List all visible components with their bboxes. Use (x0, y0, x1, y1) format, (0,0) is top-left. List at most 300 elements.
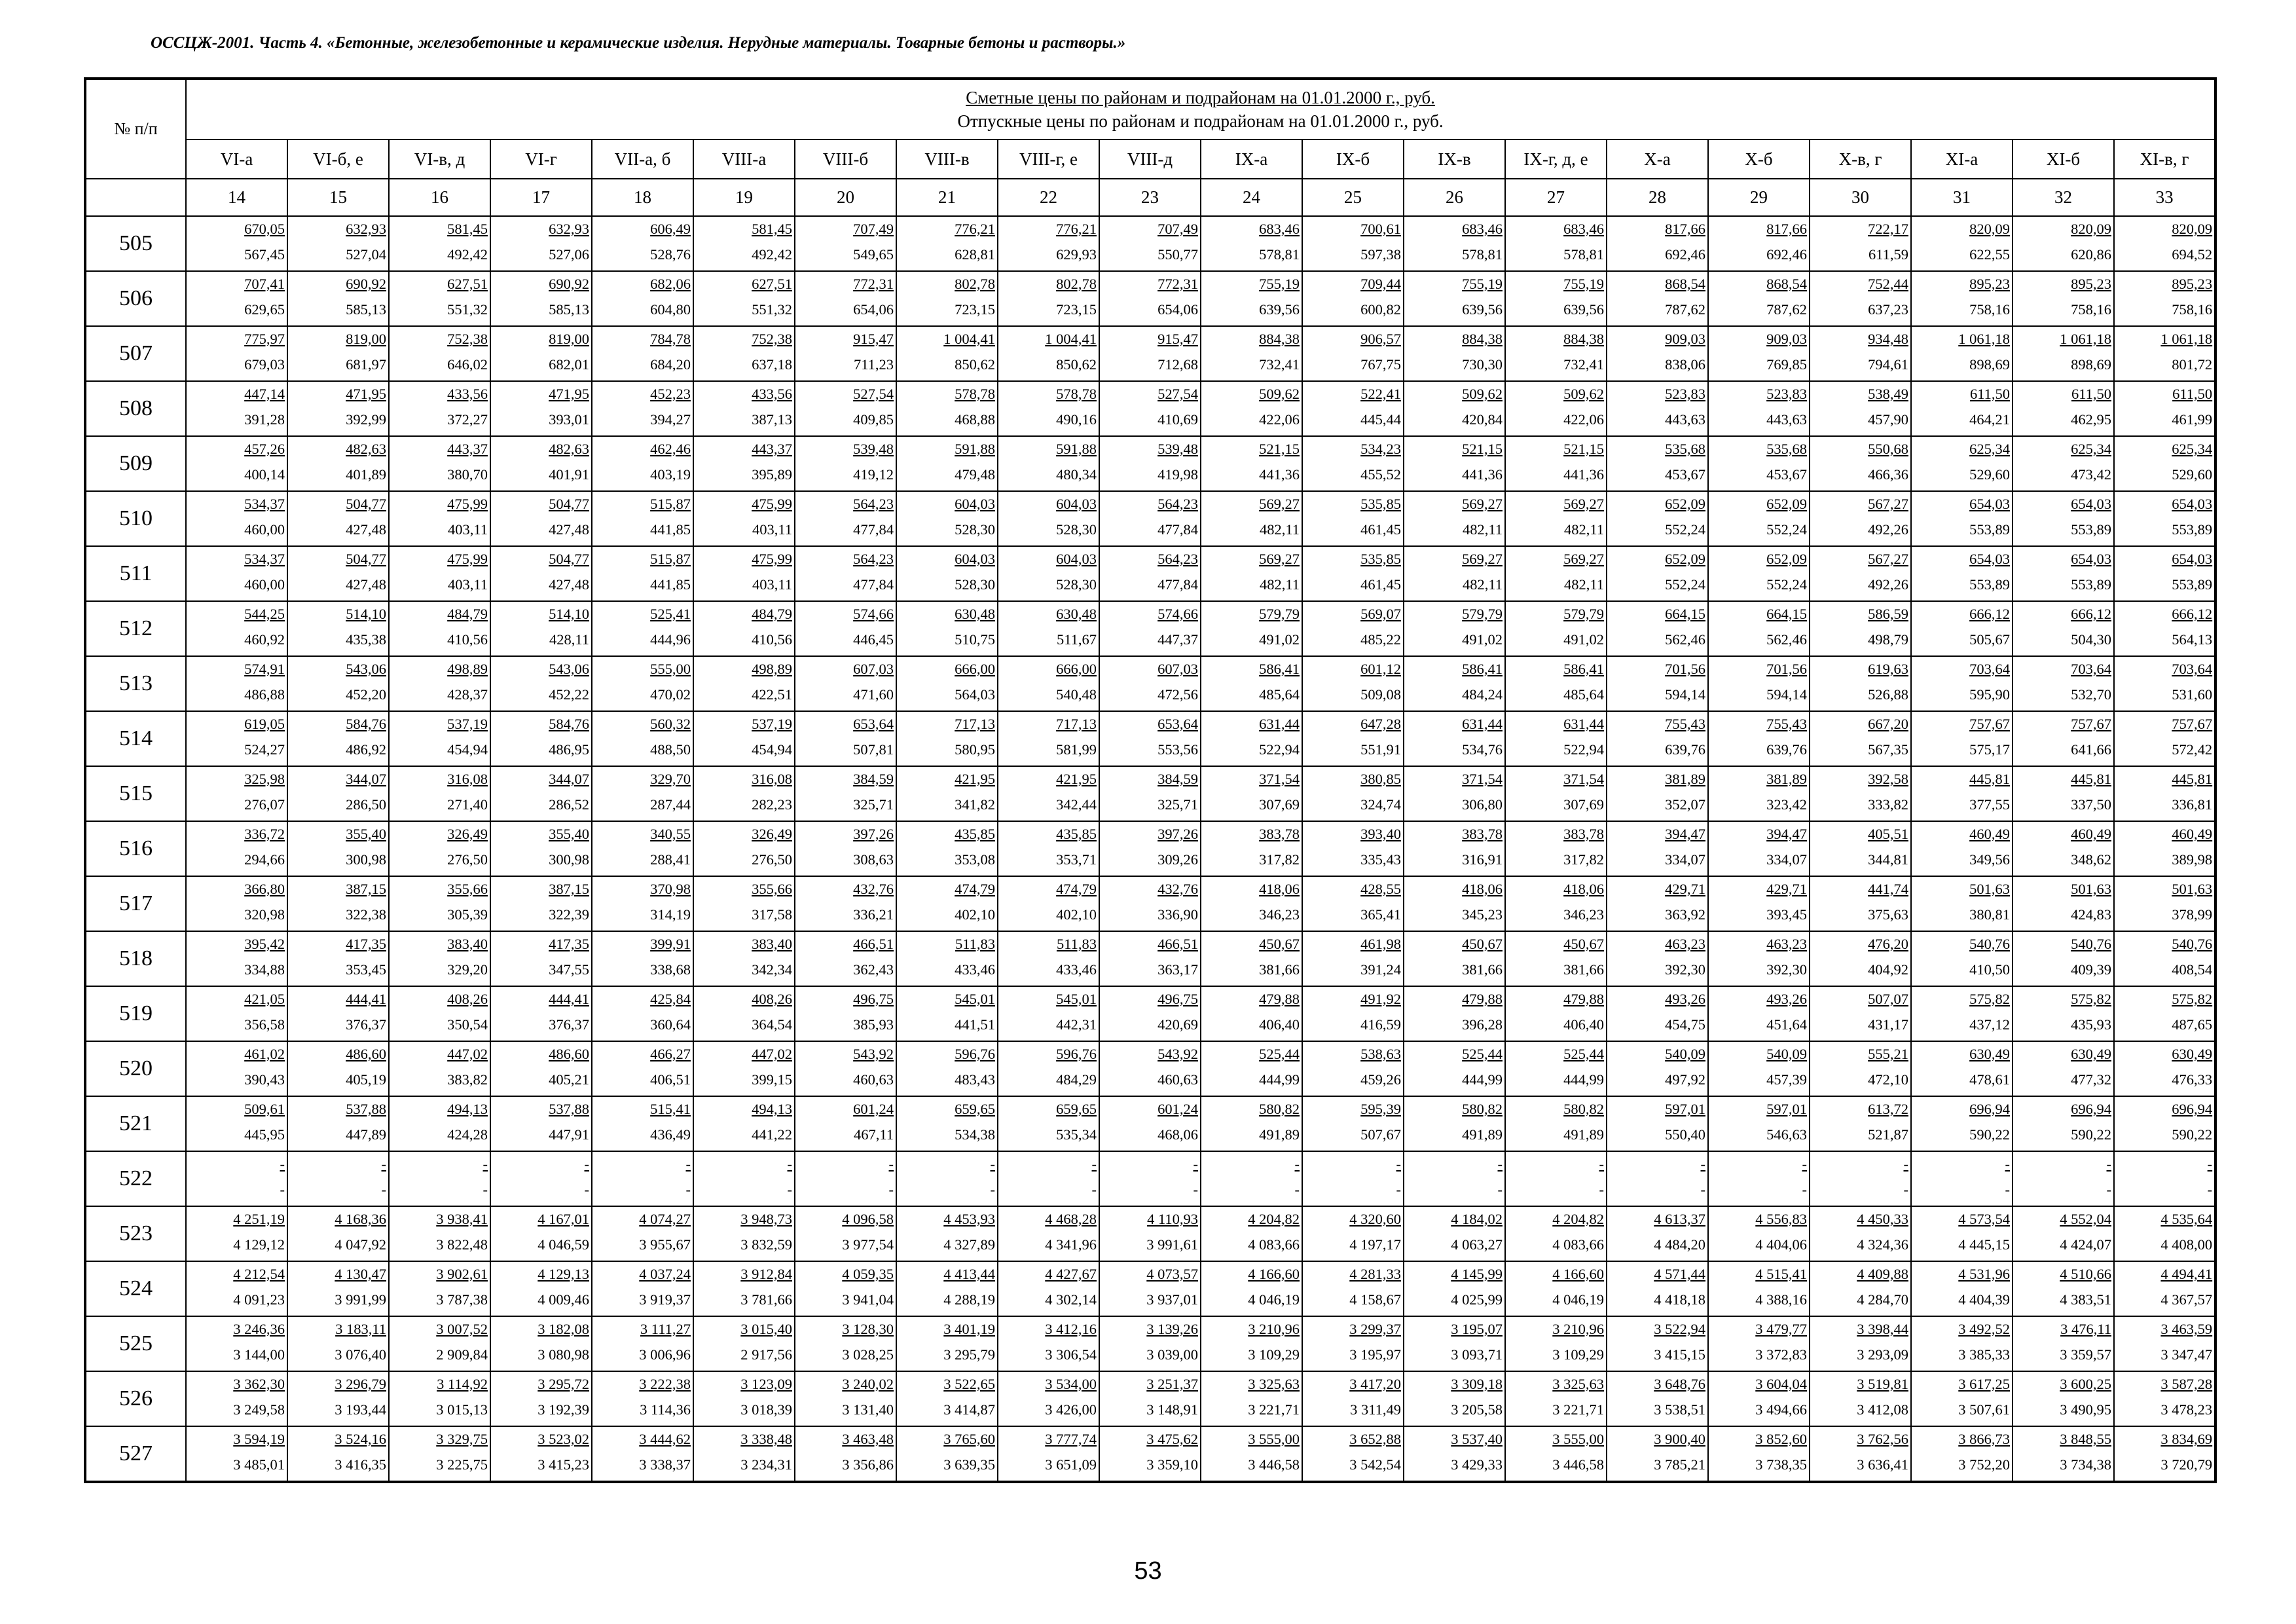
release-price: - (1599, 1181, 1604, 1198)
price-cell (490, 656, 592, 711)
price-cell (186, 326, 287, 381)
estimated-price: 3 222,38 (639, 1376, 691, 1392)
price-cell (1708, 766, 1810, 821)
estimated-price: 540,76 (2172, 936, 2213, 952)
release-price: 4 091,23 (233, 1291, 285, 1308)
release-price: 679,03 (244, 356, 285, 373)
estimated-price: 509,62 (1462, 386, 1503, 402)
estimated-price: 443,37 (447, 441, 488, 457)
price-cell (1810, 986, 1911, 1041)
estimated-price: 4 573,54 (1958, 1211, 2010, 1227)
release-price: 276,50 (447, 851, 488, 868)
price-cell (1810, 491, 1911, 546)
release-price: 562,46 (1665, 631, 1705, 648)
release-price: 334,88 (244, 961, 285, 978)
price-cell (186, 1426, 287, 1482)
release-price: 378,99 (2172, 906, 2213, 923)
price-cell (795, 1151, 896, 1206)
price-cell (998, 876, 1099, 931)
estimated-price: 4 535,64 (2160, 1211, 2213, 1227)
release-price: 401,89 (346, 466, 386, 483)
price-cell (186, 766, 287, 821)
release-price: 322,38 (346, 906, 386, 923)
price-cell (1302, 271, 1404, 326)
release-price: 567,35 (1868, 741, 1908, 758)
price-cell (2114, 656, 2215, 711)
estimated-price: 607,03 (853, 661, 894, 677)
price-cell (896, 931, 998, 986)
estimated-price: 535,85 (1360, 551, 1401, 567)
price-cell (287, 1426, 389, 1482)
price-cell (1708, 1316, 1810, 1371)
release-price: 322,39 (549, 906, 589, 923)
release-price: 405,21 (549, 1071, 589, 1088)
release-price: 594,14 (1766, 686, 1807, 703)
release-price: 459,26 (1360, 1071, 1401, 1088)
release-price: 441,36 (1462, 466, 1503, 483)
estimated-price: 452,23 (650, 386, 691, 402)
release-price: 467,11 (853, 1126, 894, 1143)
estimated-price: 3 463,48 (842, 1431, 894, 1447)
release-price: 529,60 (2172, 466, 2213, 483)
table-row (85, 876, 2215, 931)
release-price: 567,45 (244, 246, 285, 263)
release-price: 323,42 (1766, 796, 1807, 813)
estimated-price: 340,55 (650, 826, 691, 842)
release-price: 352,07 (1665, 796, 1705, 813)
estimated-price: 417,35 (346, 936, 386, 952)
price-cell (592, 931, 693, 986)
price-cell (1708, 326, 1810, 381)
estimated-price: - (787, 1156, 792, 1172)
release-price: 3 193,44 (335, 1401, 386, 1418)
release-price: 597,38 (1360, 246, 1401, 263)
price-cell (1099, 656, 1201, 711)
estimated-price: - (990, 1156, 995, 1172)
estimated-price: 539,48 (853, 441, 894, 457)
estimated-price: 397,26 (1157, 826, 1198, 842)
table-row (85, 436, 2215, 491)
estimated-price: 501,63 (2172, 881, 2213, 897)
estimated-price: 752,38 (752, 331, 792, 347)
release-price: 333,82 (1868, 796, 1908, 813)
release-price: 3 639,35 (943, 1456, 995, 1473)
price-cell (389, 1316, 490, 1371)
price-cell (287, 1261, 389, 1316)
price-cell (1505, 216, 1607, 271)
table-row (85, 1041, 2215, 1096)
price-cell (592, 381, 693, 436)
price-cell (1708, 931, 1810, 986)
price-cell (2013, 766, 2114, 821)
estimated-price: 696,94 (2071, 1101, 2111, 1117)
release-price: 4 047,92 (335, 1236, 386, 1253)
price-cell (998, 656, 1099, 711)
estimated-price: 371,54 (1563, 771, 1604, 787)
region-header: XI-б (2013, 139, 2114, 179)
estimated-price: 569,27 (1563, 496, 1604, 512)
release-price: 4 129,12 (233, 1236, 285, 1253)
price-cell (2114, 1096, 2215, 1151)
price-cell (2114, 876, 2215, 931)
release-price: 380,81 (1969, 906, 2010, 923)
price-cell (186, 381, 287, 436)
estimated-price: 627,51 (447, 276, 488, 292)
price-cell (896, 546, 998, 601)
estimated-price: 627,51 (752, 276, 792, 292)
release-price: 3 347,47 (2160, 1346, 2213, 1363)
price-cell (287, 1316, 389, 1371)
price-cell (592, 766, 693, 821)
estimated-price: - (1700, 1156, 1705, 1172)
price-cell (2013, 656, 2114, 711)
estimated-price: 539,48 (1157, 441, 1198, 457)
table-row (85, 711, 2215, 766)
estimated-price: 432,76 (853, 881, 894, 897)
estimated-price: 631,44 (1462, 716, 1503, 732)
price-cell (1708, 876, 1810, 931)
price-cell (592, 601, 693, 656)
price-cell (1911, 986, 2013, 1041)
table-row (85, 1261, 2215, 1316)
release-price: 682,01 (549, 356, 589, 373)
release-price: 3 205,58 (1451, 1401, 1503, 1418)
price-cell (1607, 381, 1708, 436)
estimated-price: 4 427,67 (1045, 1266, 1097, 1282)
table-row (85, 326, 2215, 381)
estimated-price: 399,91 (650, 936, 691, 952)
estimated-price: 3 195,07 (1451, 1321, 1503, 1337)
estimated-price: 659,65 (1056, 1101, 1097, 1117)
price-cell (2013, 326, 2114, 381)
release-price: 551,91 (1360, 741, 1401, 758)
region-header: VI-а (186, 139, 287, 179)
estimated-price: 3 417,20 (1349, 1376, 1401, 1392)
estimated-price: 383,78 (1563, 826, 1604, 842)
price-cell (1099, 491, 1201, 546)
table-row (85, 766, 2215, 821)
price-cell (2013, 436, 2114, 491)
price-cell (1404, 821, 1505, 876)
estimated-price: 4 531,96 (1958, 1266, 2010, 1282)
estimated-price: 545,01 (1056, 991, 1097, 1007)
price-cell (1099, 326, 1201, 381)
release-price: 553,89 (2172, 521, 2213, 538)
price-cell (896, 711, 998, 766)
price-cell (795, 1426, 896, 1482)
estimated-price: 521,15 (1563, 441, 1604, 457)
estimated-price: 564,23 (1157, 551, 1198, 567)
release-price: 2 917,56 (740, 1346, 792, 1363)
release-price: 898,69 (2071, 356, 2111, 373)
price-cell (1708, 546, 1810, 601)
estimated-price: 507,07 (1868, 991, 1908, 1007)
release-price: 444,96 (650, 631, 691, 648)
estimated-price: 817,66 (1766, 221, 1807, 237)
estimated-price: 4 510,66 (2060, 1266, 2111, 1282)
release-price: 540,48 (1056, 686, 1097, 703)
price-cell (389, 876, 490, 931)
price-cell (1708, 381, 1810, 436)
price-cell (2013, 1426, 2114, 1482)
price-cell (490, 271, 592, 326)
release-price: 3 359,57 (2060, 1346, 2111, 1363)
release-price: 391,28 (244, 411, 285, 428)
price-cell (389, 491, 490, 546)
price-cell (287, 491, 389, 546)
release-price: 416,59 (1360, 1016, 1401, 1033)
column-number: 22 (998, 179, 1099, 216)
estimated-price: 574,66 (1157, 606, 1198, 622)
estimated-price: 3 594,19 (233, 1431, 285, 1447)
estimated-price: 471,95 (549, 386, 589, 402)
table-row (85, 271, 2215, 326)
estimated-price: 466,51 (1157, 936, 1198, 952)
estimated-price: 700,61 (1360, 221, 1401, 237)
release-price: 4 009,46 (538, 1291, 589, 1308)
estimated-price: 383,78 (1259, 826, 1300, 842)
release-price: 3 787,38 (436, 1291, 488, 1308)
release-price: 453,67 (1766, 466, 1807, 483)
release-price: 287,44 (650, 796, 691, 813)
price-cell (389, 216, 490, 271)
release-price: 758,16 (2071, 301, 2111, 318)
release-price: 505,67 (1969, 631, 2010, 648)
price-cell (186, 986, 287, 1041)
estimated-price: 534,37 (244, 496, 285, 512)
estimated-price: 3 444,62 (639, 1431, 691, 1447)
price-cell (1404, 216, 1505, 271)
release-price: 767,75 (1360, 356, 1401, 373)
release-price: 527,06 (549, 246, 589, 263)
release-price: 590,22 (2071, 1126, 2111, 1143)
price-cell (693, 1041, 795, 1096)
release-price: 492,26 (1868, 521, 1908, 538)
estimated-price: 3 948,73 (740, 1211, 792, 1227)
estimated-price: 868,54 (1766, 276, 1807, 292)
estimated-price: 466,51 (853, 936, 894, 952)
price-cell (2114, 436, 2215, 491)
estimated-price: 3 296,79 (335, 1376, 386, 1392)
estimated-price: 722,17 (1868, 221, 1908, 237)
estimated-price: 383,78 (1462, 826, 1503, 842)
estimated-price: 601,12 (1360, 661, 1401, 677)
estimated-price: 601,24 (1157, 1101, 1198, 1117)
price-cell (1404, 1371, 1505, 1426)
release-price: 3 372,83 (1755, 1346, 1807, 1363)
price-cell (2114, 1151, 2215, 1206)
estimated-price: 450,67 (1259, 936, 1300, 952)
price-cell (1607, 931, 1708, 986)
price-cell (795, 1316, 896, 1371)
release-price: 441,85 (650, 521, 691, 538)
estimated-price: 3 519,81 (1857, 1376, 1908, 1392)
price-cell (1810, 436, 1911, 491)
row-number: 514 (85, 711, 186, 766)
price-cell (998, 326, 1099, 381)
estimated-price: 690,92 (346, 276, 386, 292)
estimated-price: 630,49 (1969, 1046, 2010, 1062)
release-price: 3 148,91 (1146, 1401, 1198, 1418)
price-cell (287, 436, 389, 491)
row-number: 520 (85, 1041, 186, 1096)
price-cell (2114, 821, 2215, 876)
price-cell (490, 1316, 592, 1371)
table-body (85, 216, 2215, 1482)
release-price: 393,45 (1766, 906, 1807, 923)
estimated-price: 1 061,18 (2160, 331, 2213, 347)
price-cell (2114, 931, 2215, 986)
estimated-price: 625,34 (2172, 441, 2213, 457)
row-number: 518 (85, 931, 186, 986)
estimated-price: 586,41 (1563, 661, 1604, 677)
estimated-price: 653,64 (853, 716, 894, 732)
estimated-price: 3 492,52 (1958, 1321, 2010, 1337)
column-number: 19 (693, 179, 795, 216)
price-cell (693, 546, 795, 601)
price-cell (490, 986, 592, 1041)
table-row (85, 931, 2215, 986)
release-price: 730,30 (1462, 356, 1503, 373)
release-price: 433,46 (1056, 961, 1097, 978)
release-price: 457,39 (1766, 1071, 1807, 1088)
price-cell (1302, 1316, 1404, 1371)
price-cell (1201, 1261, 1302, 1316)
price-cell (795, 436, 896, 491)
estimated-price: 701,56 (1665, 661, 1705, 677)
release-price: 385,93 (853, 1016, 894, 1033)
estimated-price: - (1802, 1156, 1807, 1172)
price-cell (693, 436, 795, 491)
release-price: 3 494,66 (1755, 1401, 1807, 1418)
release-price: 363,17 (1157, 961, 1198, 978)
price-cell (1099, 1096, 1201, 1151)
price-cell (1911, 1041, 2013, 1096)
release-price: 485,22 (1360, 631, 1401, 648)
price-cell (1404, 436, 1505, 491)
price-cell (1099, 1316, 1201, 1371)
price-cell (186, 546, 287, 601)
price-cell (1810, 821, 1911, 876)
price-cell (795, 326, 896, 381)
price-cell (1810, 1096, 1911, 1151)
release-price: 372,27 (447, 411, 488, 428)
release-price: 524,27 (244, 741, 285, 758)
estimated-price: 535,68 (1665, 441, 1705, 457)
price-cell (1810, 931, 1911, 986)
release-price: 428,37 (447, 686, 488, 703)
release-price: 4 046,19 (1552, 1291, 1604, 1308)
price-cell (693, 1426, 795, 1482)
price-cell (1099, 1261, 1201, 1316)
estimated-price: 654,03 (2071, 551, 2111, 567)
estimated-price: 3 183,11 (335, 1321, 386, 1337)
release-price: 403,11 (447, 576, 488, 593)
price-cell (1505, 766, 1607, 821)
estimated-price: 445,81 (2071, 771, 2111, 787)
estimated-price: 578,78 (1056, 386, 1097, 402)
price-cell (186, 1316, 287, 1371)
estimated-price: 696,94 (2172, 1101, 2213, 1117)
price-cell (1810, 1206, 1911, 1261)
estimated-price: 443,37 (752, 441, 792, 457)
price-cell (1302, 1206, 1404, 1261)
estimated-price: - (2207, 1156, 2213, 1172)
estimated-price: 394,47 (1665, 826, 1705, 842)
price-cell (896, 326, 998, 381)
estimated-price: 3 463,59 (2160, 1321, 2213, 1337)
price-cell (1708, 1096, 1810, 1151)
price-cell (693, 326, 795, 381)
price-cell (896, 1206, 998, 1261)
estimated-price: 3 128,30 (842, 1321, 894, 1337)
estimated-price: 666,00 (1056, 661, 1097, 677)
price-cell (592, 821, 693, 876)
estimated-price: 3 900,40 (1654, 1431, 1705, 1447)
release-price: 276,50 (752, 851, 792, 868)
row-number: 521 (85, 1096, 186, 1151)
release-price: 441,36 (1563, 466, 1604, 483)
estimated-price: 3 401,19 (943, 1321, 995, 1337)
price-cell (1302, 546, 1404, 601)
estimated-price: 494,13 (447, 1101, 488, 1117)
price-cell (1810, 1041, 1911, 1096)
estimated-price: 484,79 (447, 606, 488, 622)
price-cell (1302, 1426, 1404, 1482)
price-cell (490, 766, 592, 821)
release-price: 3 941,04 (842, 1291, 894, 1308)
estimated-price: 433,56 (752, 386, 792, 402)
estimated-price: 381,89 (1766, 771, 1807, 787)
price-cell (1505, 821, 1607, 876)
row-number: 511 (85, 546, 186, 601)
price-cell (1607, 821, 1708, 876)
release-price: 325,71 (853, 796, 894, 813)
price-cell (1099, 1426, 1201, 1482)
release-price: - (2005, 1181, 2010, 1198)
release-price: 723,15 (1056, 301, 1097, 318)
release-price: 300,98 (346, 851, 386, 868)
estimated-price: 329,70 (650, 771, 691, 787)
estimated-price: 3 114,92 (437, 1376, 488, 1392)
price-cell (795, 766, 896, 821)
release-price: 787,62 (1665, 301, 1705, 318)
price-cell (1201, 216, 1302, 271)
estimated-price: 652,09 (1665, 551, 1705, 567)
price-cell (1201, 1096, 1302, 1151)
release-price: 769,85 (1766, 356, 1807, 373)
estimated-price: 544,25 (244, 606, 285, 622)
estimated-price: - (685, 1156, 691, 1172)
price-cell (1810, 711, 1911, 766)
estimated-price: 511,83 (955, 936, 995, 952)
region-header: XI-в, г (2114, 139, 2215, 179)
price-cell (998, 271, 1099, 326)
price-cell (1708, 1151, 1810, 1206)
release-price: 3 249,58 (233, 1401, 285, 1418)
release-price: 550,77 (1157, 246, 1198, 263)
price-cell (287, 766, 389, 821)
estimated-price: 630,48 (955, 606, 995, 622)
price-cell (1201, 986, 1302, 1041)
price-cell (1404, 1041, 1505, 1096)
release-price: - (1294, 1181, 1300, 1198)
price-cell (186, 1371, 287, 1426)
estimated-price: 383,40 (447, 936, 488, 952)
release-price: 435,38 (346, 631, 386, 648)
price-cell (1708, 1041, 1810, 1096)
estimated-price: 682,06 (650, 276, 691, 292)
